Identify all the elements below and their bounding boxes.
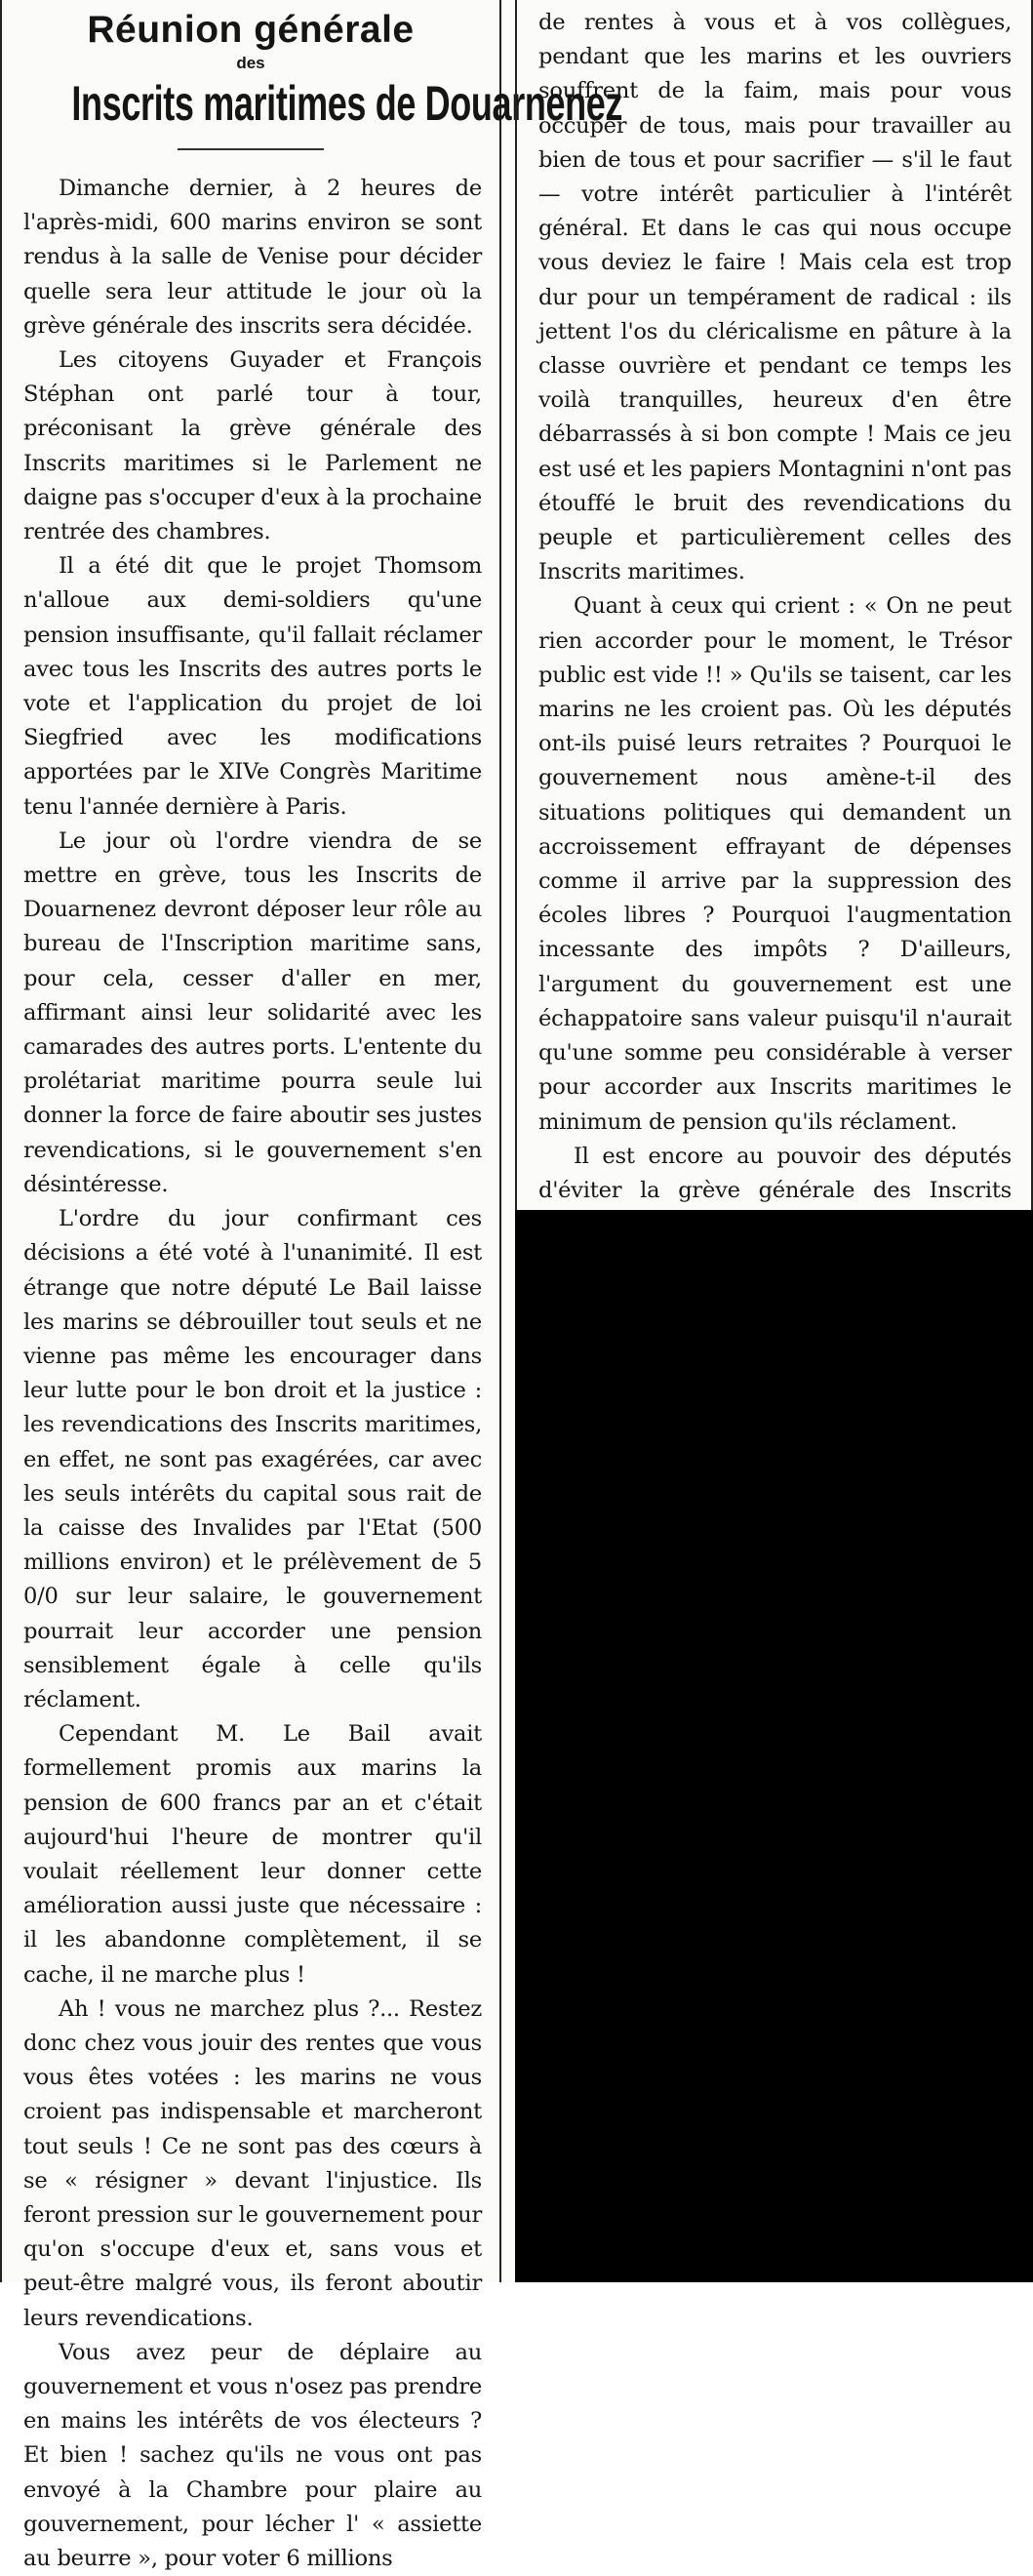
paragraph: Quant à ceux qui crient : « On ne peut rien accorder pour le moment, le Trésor public est vide !! » Qu'ils se taisent, car les marins ne les croient pas. Où les députés ont-ils puisé leurs retraites ? Pourquoi le gouvernement nous amène-t-il des situations politiques qui demandent un accroissement effrayant de dépenses comme il arrive par la suppression des écoles libres ? Pourquoi l'augmentation incessante des impôts ? D'ailleurs, l'argument du gouvernement est une échappatoire sans valeur puisqu'il n'aurait qu'une somme peu considérable à verser pour accorder aux Inscrits maritimes le minimum de pension qu'ils réclament.	[538, 593, 1012, 1135]
left-column-text	[2, 172, 499, 2576]
right-column	[515, 0, 1033, 1210]
paragraph: Dimanche dernier, à 2 heures de l'après-midi, 600 marins environ se sont rendus à la salle de Venise pour décider quelle sera leur attitude le jour où la grève générale des inscrits sera décidée.	[23, 176, 482, 339]
paragraph: Les citoyens Guyader et François Stéphan ont parlé tour à tour, préconisant la grève générale des Inscrits maritimes si le Parlement ne daigne pas s'occuper d'eux à la prochaine rentrée des chambres.	[23, 347, 483, 545]
title-divider	[178, 148, 324, 150]
paragraph: L'ordre du jour confirmant ces décisions a été voté à l'unanimité. Il est étrange que notre député Le Bail laisse les marins se débrouiller tout seuls et ne vienne pas même les encourager dans leur lutte pour le bon droit et la justice : les revendications des Inscrits maritimes, en effet, ne sont pas exagérées, car avec les seuls intérêts du capital sous rait de la caisse des Invalides par l'Etat (500 millions environ) et le prélèvement de 5 0/0 sur leur salaire, le gouvernement pourrait leur accorder une pension sensiblement égale à celle qu'ils réclament.	[23, 1206, 482, 1712]
title-line-3: Inscrits maritimes de Douarnenez	[71, 76, 623, 131]
paragraph: de rentes à vous et à vos collègues, pendant que les marins et les ouvriers souffrent de la faim, mais pour vous occuper de tous, mais pour travailler au bien de tous et pour sacrifier — s'il le faut — votre intérêt particulier à l'intérêt général. Et dans le cas qui nous occupe vous deviez le faire ! Mais cela est trop dur pour un tempérament de radical : ils jettent l'os du cléricalisme en pâture à la classe ouvrière et pendant ce temps les voilà tranquilles, heureux d'en être débarrassés à si bon compte ! Mais ce jeu est usé et les papiers Montagnini n'ont pas étouffé le bruit des revendications du peuple et particulièrement celles des Inscrits maritimes.	[538, 10, 1012, 585]
paragraph: Cependant M. Le Bail avait formellement promis aux marins la pension de 600 francs par an et c'était aujourd'hui l'heure de montrer qu'il voulait réellement leur donner cette amélioration aussi juste que nécessaire : il les abandonne complètement, il se cache, il ne marche plus !	[23, 1721, 482, 1988]
paragraph: Vous avez peur de déplaire au gouvernement et vous n'osez pas prendre en mains les intérêts de vos électeurs ? Et bien ! sachez qu'ils ne vous ont pas envoyé à la Chambre pour plaire au gouvernement, pour lécher l' « assiette au beurre », pour voter 6 millions	[23, 2339, 482, 2572]
paragraph: Il a été dit que le projet Thomsom n'alloue aux demi-soldiers qu'une pension insuffisante, qu'il fallait réclamer avec tous les Inscrits des autres ports le vote et l'application du projet de loi Siegfried avec les modifications apportées par le XIVe Congrès Maritime tenu l'année dernière à Paris.	[23, 553, 482, 820]
paragraph: Ah ! vous ne marchez plus ?... Restez donc chez vous jouir des rentes que vous vous êtes votées : les marins ne vous croient pas indispensable et marcheront tout seuls ! Ce ne sont pas des cœurs à se « résigner » devant l'injustice. Ils feront pression sur le gouvernement pour qu'on s'occupe d'eux et, sans vous et peut-être malgré vous, ils feront aboutir leurs revendications.	[23, 1995, 482, 2331]
title-line-1: Réunion générale	[87, 9, 415, 51]
paragraph: Il est encore au pouvoir des députés d'éviter la grève générale des Inscrits	[538, 1143, 1012, 1203]
right-column-text	[517, 0, 1031, 1311]
paragraph: Le jour où l'ordre viendra de se mettre en grève, tous les Inscrits de Douarnenez devront déposer leur rôle au bureau de l'Inscription maritime sans, pour cela, cesser d'aller en mer, affirmant ainsi leur solidarité avec les camarades des autres ports. L'entente du prolétariat maritime pourra seule lui donner la force de faire aboutir ses justes revendications, si le gouvernement s'en désintéresse.	[23, 827, 482, 1197]
title-line-2: des	[236, 54, 265, 72]
redacted-area	[515, 1210, 1033, 2282]
article-headline	[2, 0, 623, 135]
